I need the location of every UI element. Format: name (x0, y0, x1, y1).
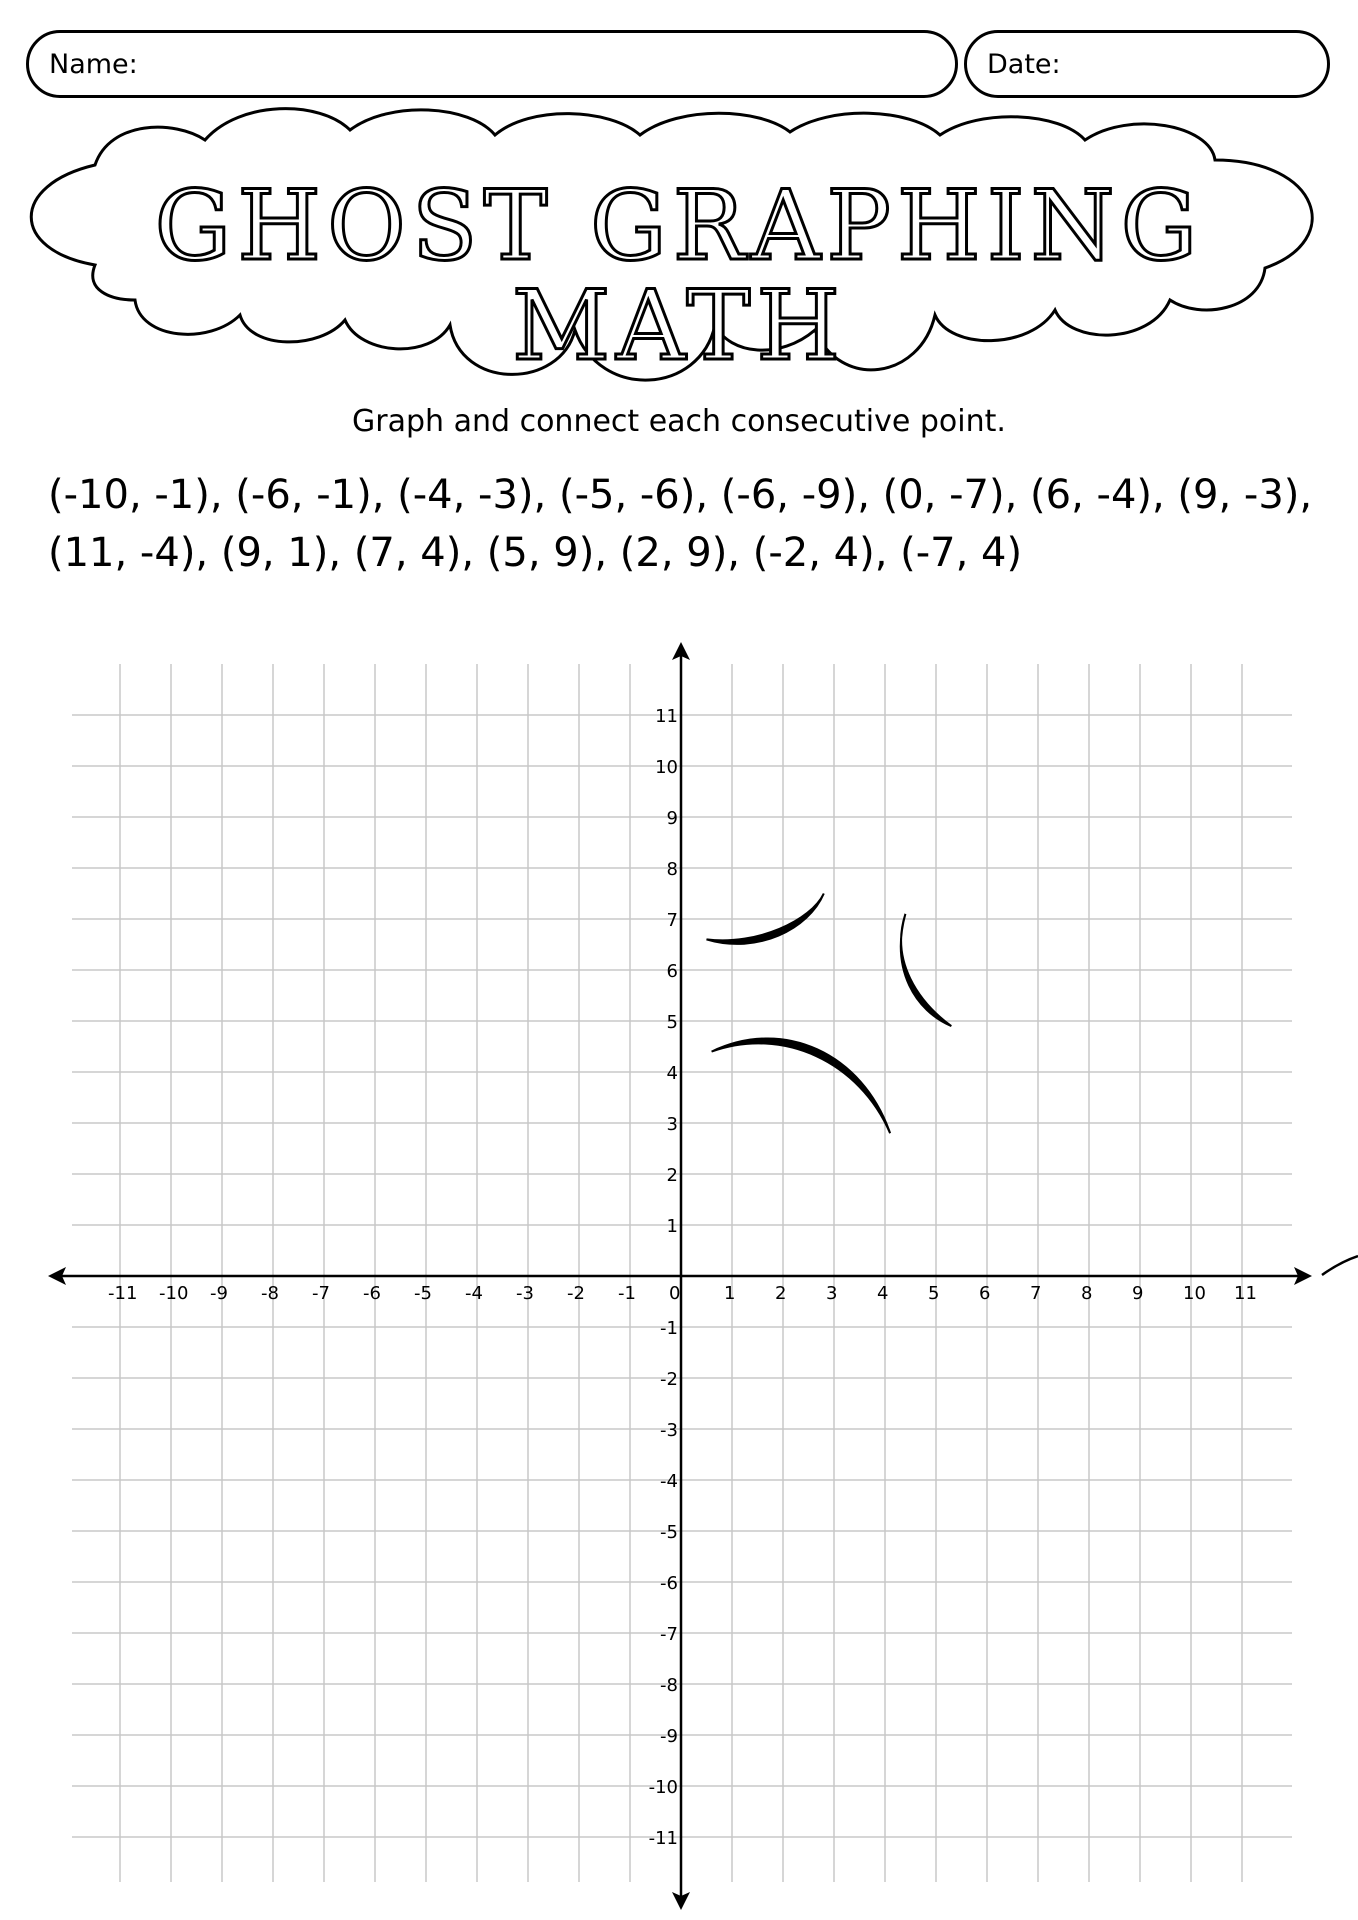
y-tick-label: 10 (655, 757, 678, 778)
y-tick-label: 2 (666, 1165, 678, 1186)
x-tick-label: -5 (414, 1283, 432, 1304)
y-tick-label: -9 (660, 1726, 678, 1747)
y-tick-label: 5 (666, 1012, 678, 1033)
x-tick-label: 0 (669, 1283, 681, 1304)
y-tick-label: -7 (660, 1624, 678, 1645)
x-tick-label: 6 (979, 1283, 991, 1304)
y-tick-label: -1 (660, 1318, 678, 1339)
x-tick-label: 1 (724, 1283, 736, 1304)
x-tick-labels (108, 1283, 1257, 1304)
date-label: Date: (987, 48, 1061, 80)
x-tick-label: 7 (1030, 1283, 1042, 1304)
x-tick-label: -6 (363, 1283, 381, 1304)
name-field[interactable] (26, 30, 958, 98)
x-tick-label: 3 (826, 1283, 838, 1304)
instruction-text: Graph and connect each consecutive point. (352, 404, 1006, 439)
y-tick-label: -8 (660, 1675, 678, 1696)
x-tick-label: -4 (465, 1283, 483, 1304)
x-tick-label: 10 (1183, 1283, 1206, 1304)
name-label: Name: (49, 48, 138, 80)
x-tick-label: 11 (1234, 1283, 1257, 1304)
worksheet-title: GHOST GRAPHING MATH (154, 170, 1204, 382)
x-tick-label: -1 (618, 1283, 636, 1304)
x-tick-label: -2 (567, 1283, 585, 1304)
x-tick-label: 2 (775, 1283, 787, 1304)
coordinate-grid (0, 630, 1358, 1920)
x-tick-label: -8 (261, 1283, 279, 1304)
coordinate-list-line-2: (11, -4), (9, 1), (7, 4), (5, 9), (2, 9), (-2, 4), (-7, 4) (48, 530, 1023, 576)
y-tick-label: 11 (655, 706, 678, 727)
y-tick-label: 3 (666, 1114, 678, 1135)
y-tick-label: 1 (666, 1216, 678, 1237)
x-tick-label: 9 (1132, 1283, 1144, 1304)
x-tick-label: 4 (877, 1283, 889, 1304)
y-tick-label: -11 (648, 1828, 678, 1849)
corner-stroke (1322, 1256, 1358, 1275)
x-tick-label: -10 (159, 1283, 189, 1304)
y-tick-label: 7 (666, 910, 678, 931)
x-tick-label: 5 (928, 1283, 940, 1304)
y-tick-label: -3 (660, 1420, 678, 1441)
coordinate-list-line-1: (-10, -1), (-6, -1), (-4, -3), (-5, -6), (-6, -9), (0, -7), (6, -4), (9, -3), (48, 472, 1313, 518)
y-tick-labels (648, 706, 681, 1849)
frown-mouth (712, 1038, 891, 1133)
y-tick-label: -6 (660, 1573, 678, 1594)
ghost-face (707, 894, 952, 1134)
x-tick-label: 8 (1081, 1283, 1093, 1304)
y-tick-label: 6 (666, 961, 678, 982)
x-tick-label: -9 (210, 1283, 228, 1304)
x-tick-label: -7 (312, 1283, 330, 1304)
x-tick-label: -3 (516, 1283, 534, 1304)
y-tick-label: -4 (660, 1471, 678, 1492)
y-tick-label: 9 (666, 808, 678, 829)
y-tick-label: -5 (660, 1522, 678, 1543)
y-tick-label: -2 (660, 1369, 678, 1390)
y-tick-label: 8 (666, 859, 678, 880)
date-field[interactable] (964, 30, 1330, 98)
axes (48, 642, 1312, 1910)
y-tick-label: 4 (666, 1063, 678, 1084)
y-tick-label: -10 (648, 1777, 678, 1798)
x-tick-label: -11 (108, 1283, 138, 1304)
